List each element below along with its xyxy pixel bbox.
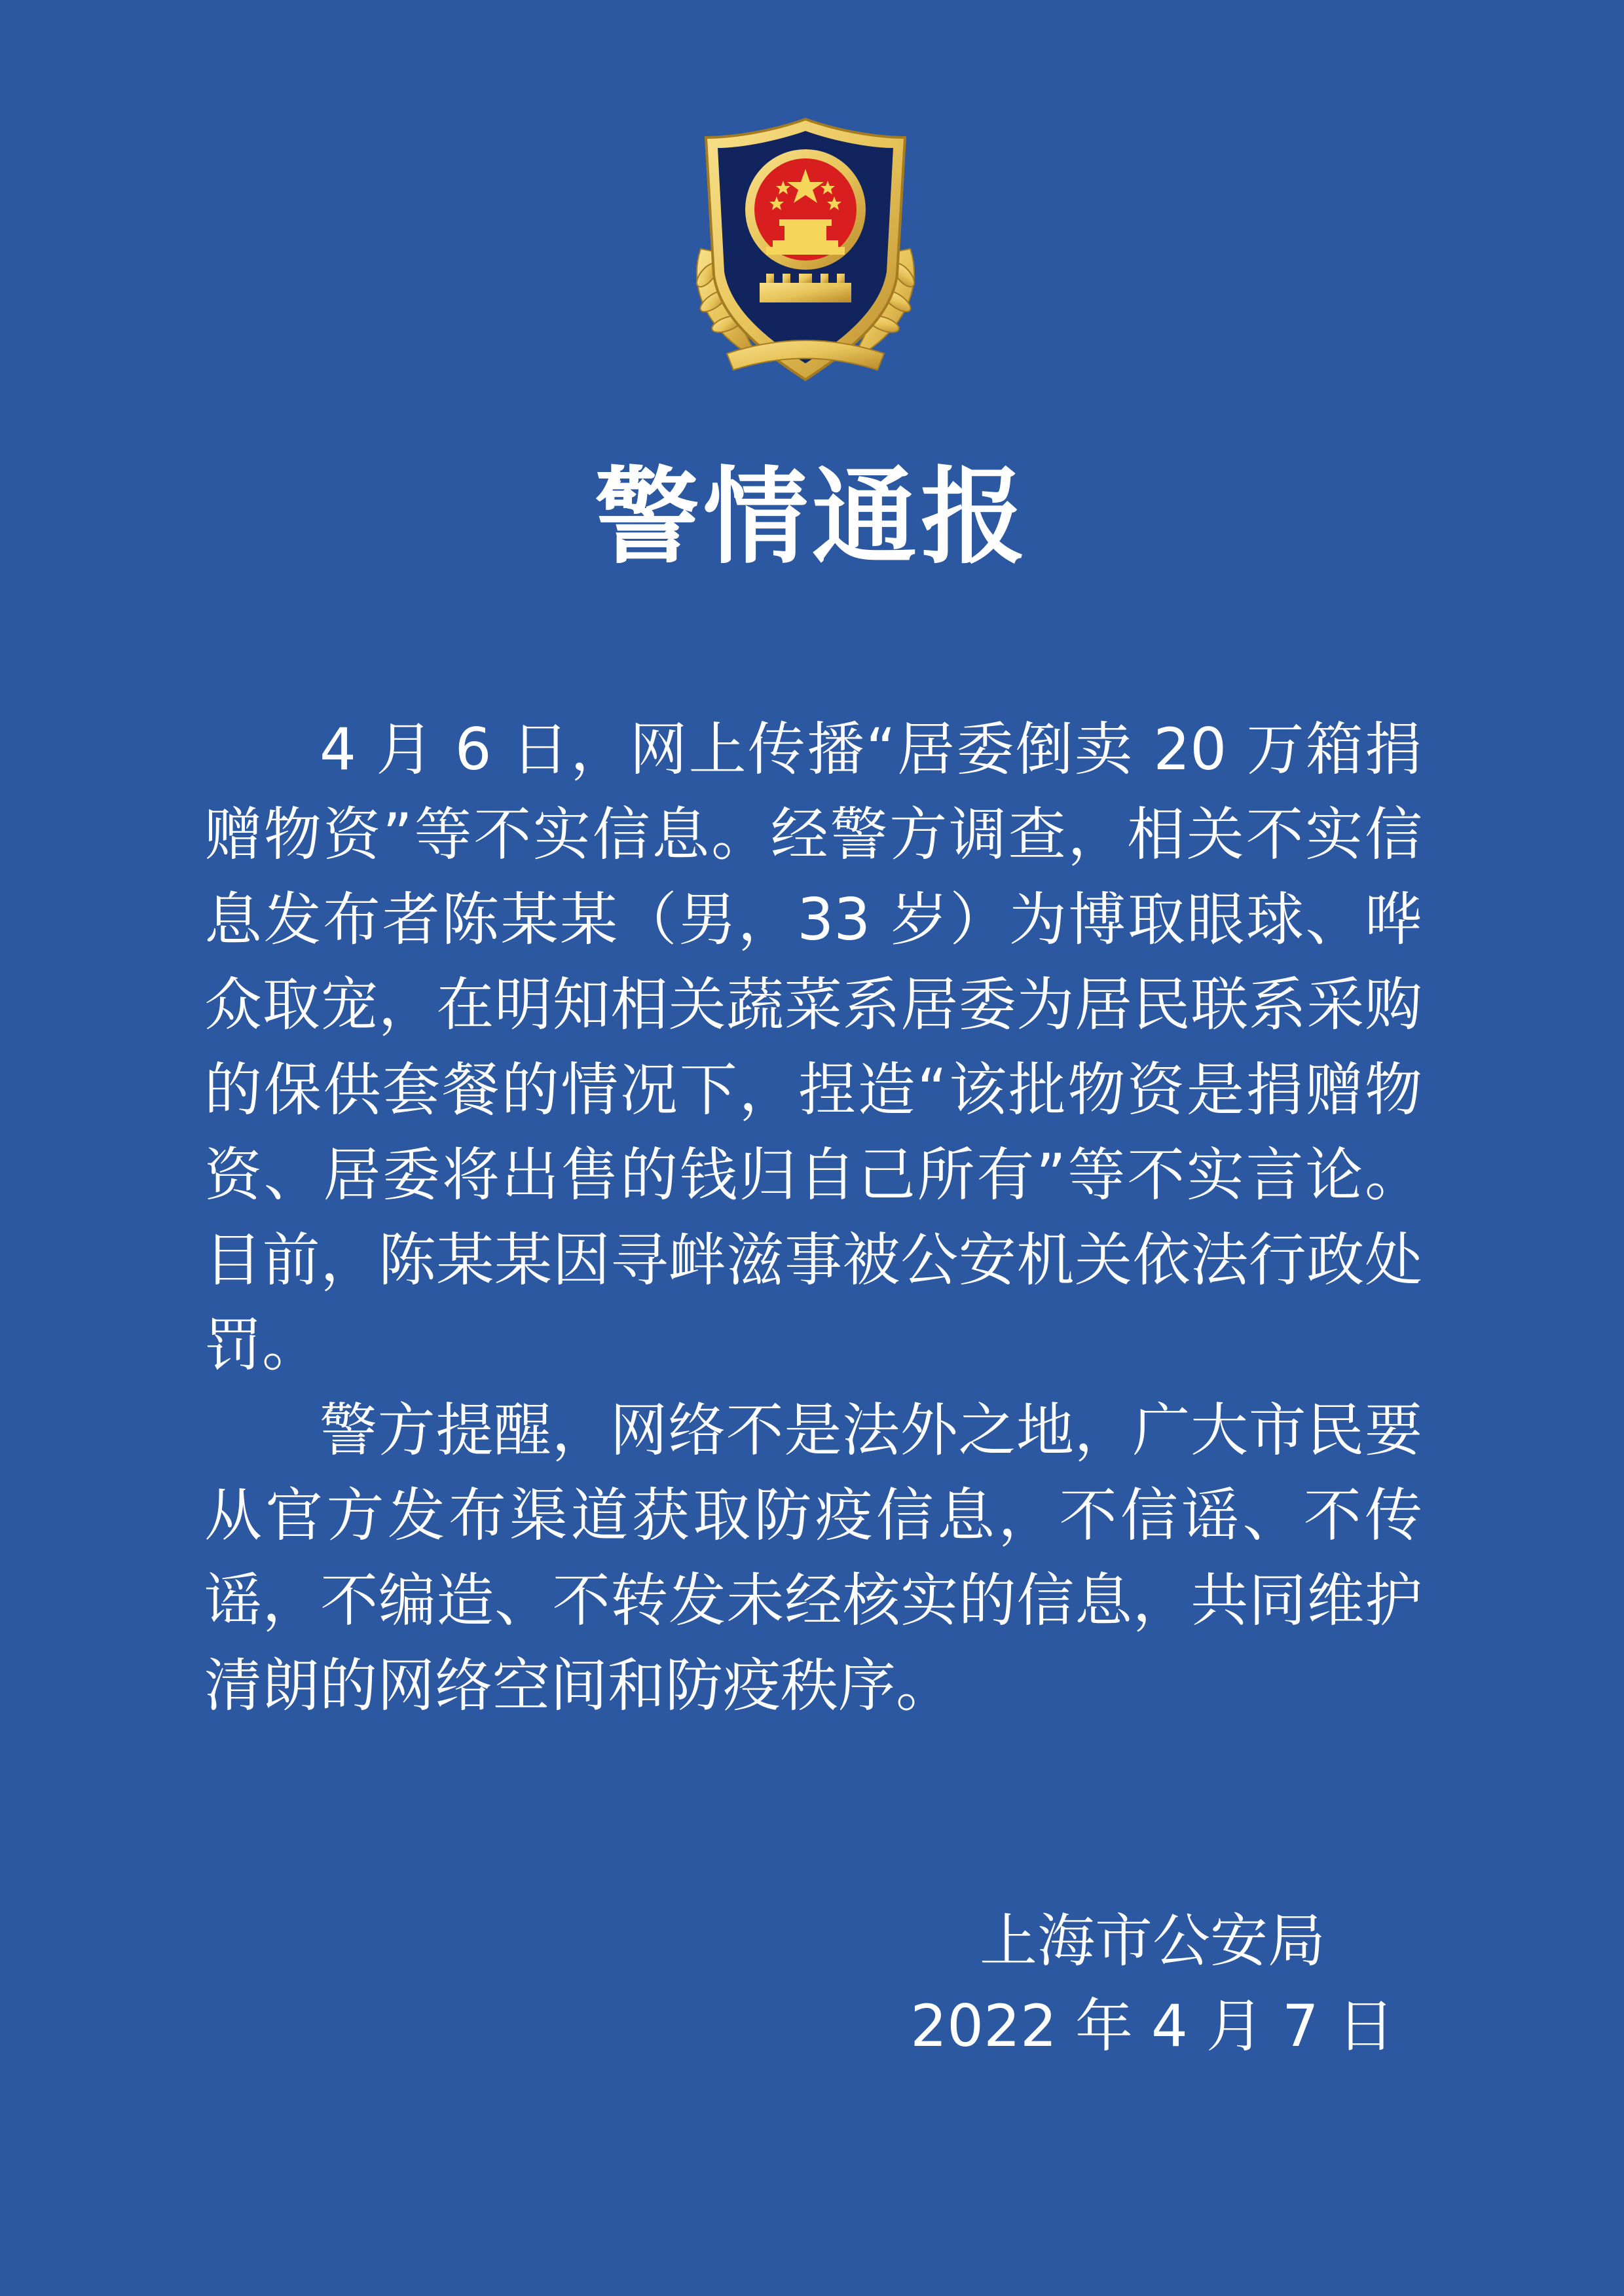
paragraph-incident: 4 月 6 日，网上传播“居委倒卖 20 万箱捐赠物资”等不实信息。经警方调查，相关不实信息发布者陈某某（男，33 岁）为博取眼球、哗众取宠，在明知相关蔬菜系居委为居民联系采购的保供套餐的情况下，捏造“该批物资是捐赠物资、居委将出售的钱归自己所有”等不实言论。目前，陈某某因寻衅滋事被公安机关依法行政处罚。 (204, 716, 1422, 1379)
issuer-name: 上海市公安局 (979, 1907, 1325, 1975)
signature-block (851, 1899, 1454, 2069)
police-emblem-icon (661, 111, 950, 399)
paragraph-reminder: 警方提醒，网络不是法外之地，广大市民要从官方发布渠道获取防疫信息，不信谣、不传谣，不编造、不转发未经核实的信息，共同维护清朗的网络空间和防疫秩序。 (204, 1396, 1422, 1719)
page-title: 警情通报 (594, 456, 1029, 578)
issue-date: 2022 年 4 月 7 日 (910, 1992, 1395, 2060)
notice-body (204, 707, 1422, 1728)
